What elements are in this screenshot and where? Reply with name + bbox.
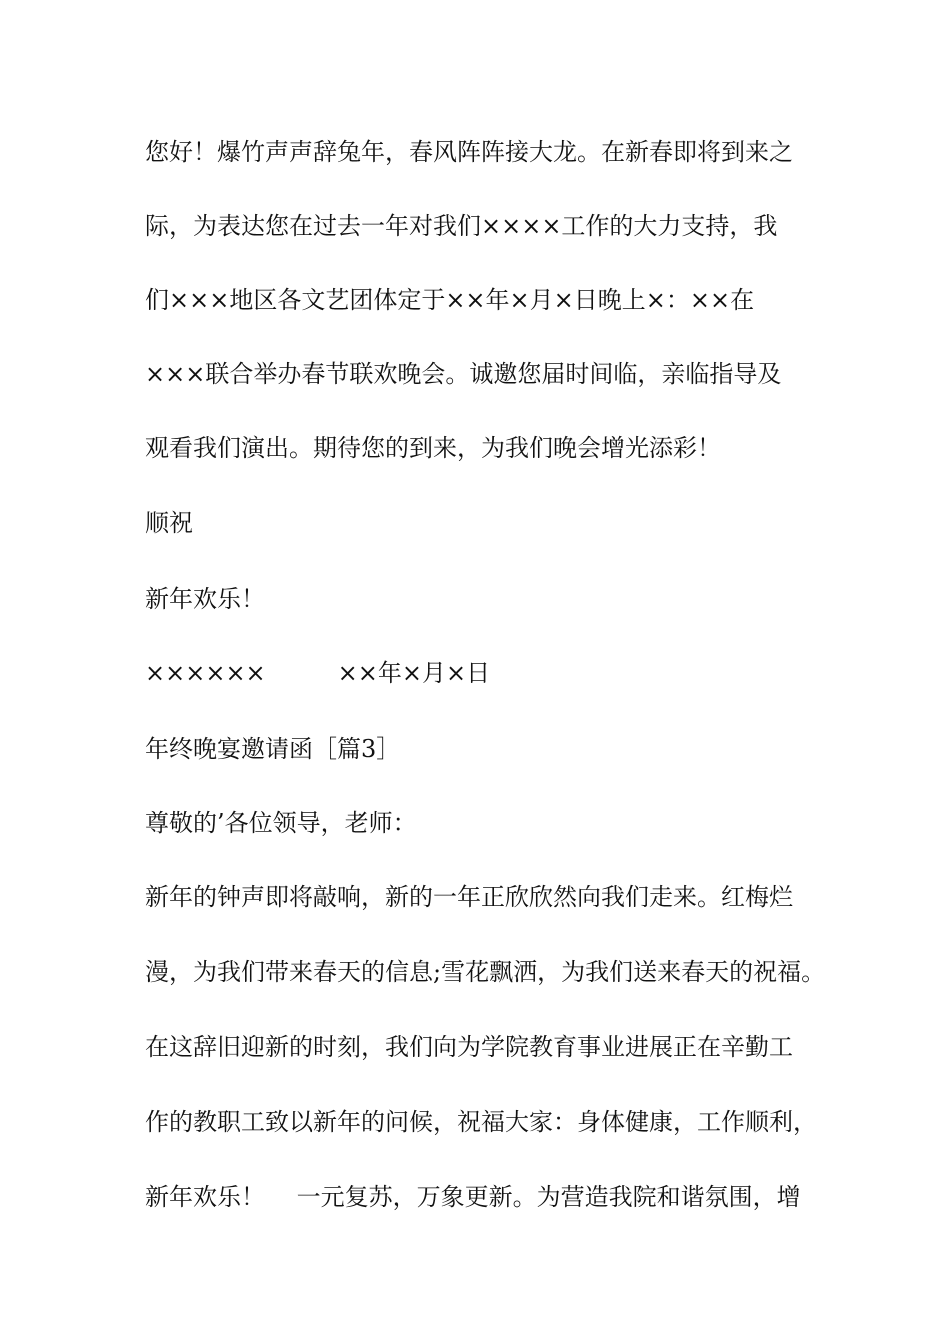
closing-greeting: 新年欢乐！ (145, 585, 265, 613)
paragraph-line: 作的教职工致以新年的问候，祝福大家：身体健康，工作顺利， (145, 1108, 817, 1136)
paragraph-line: 际，为表达您在过去一年对我们××××工作的大力支持，我 (145, 212, 778, 240)
paragraph-line: 们×××地区各文艺团体定于××年×月×日晚上×：××在 (145, 286, 755, 314)
salutation: 尊敬的’各位领导，老师： (145, 809, 417, 837)
signature-date-line: ×××××× ××年×月×日 (145, 659, 491, 687)
paragraph-line: 观看我们演出。期待您的到来，为我们晚会增光添彩！ (145, 434, 721, 462)
closing-phrase: 顺祝 (145, 509, 193, 537)
paragraph-line: 您好！爆竹声声辞兔年，春风阵阵接大龙。在新春即将到来之 (145, 138, 793, 166)
paragraph-line: ×××联合举办春节联欢晚会。诚邀您届时间临，亲临指导及 (145, 360, 782, 388)
paragraph-line: 在这辞旧迎新的时刻，我们向为学院教育事业进展正在辛勤工 (145, 1033, 793, 1061)
paragraph-line: 漫，为我们带来春天的信息;雪花飘洒，为我们送来春天的祝福。 (145, 958, 826, 986)
paragraph-line: 新年的钟声即将敲响，新的一年正欣欣然向我们走来。红梅烂 (145, 883, 793, 911)
paragraph-line: 新年欢乐！ 一元复苏，万象更新。为营造我院和谐氛围，增 (145, 1183, 801, 1211)
section-heading: 年终晚宴邀请函［篇3］ (145, 735, 401, 763)
